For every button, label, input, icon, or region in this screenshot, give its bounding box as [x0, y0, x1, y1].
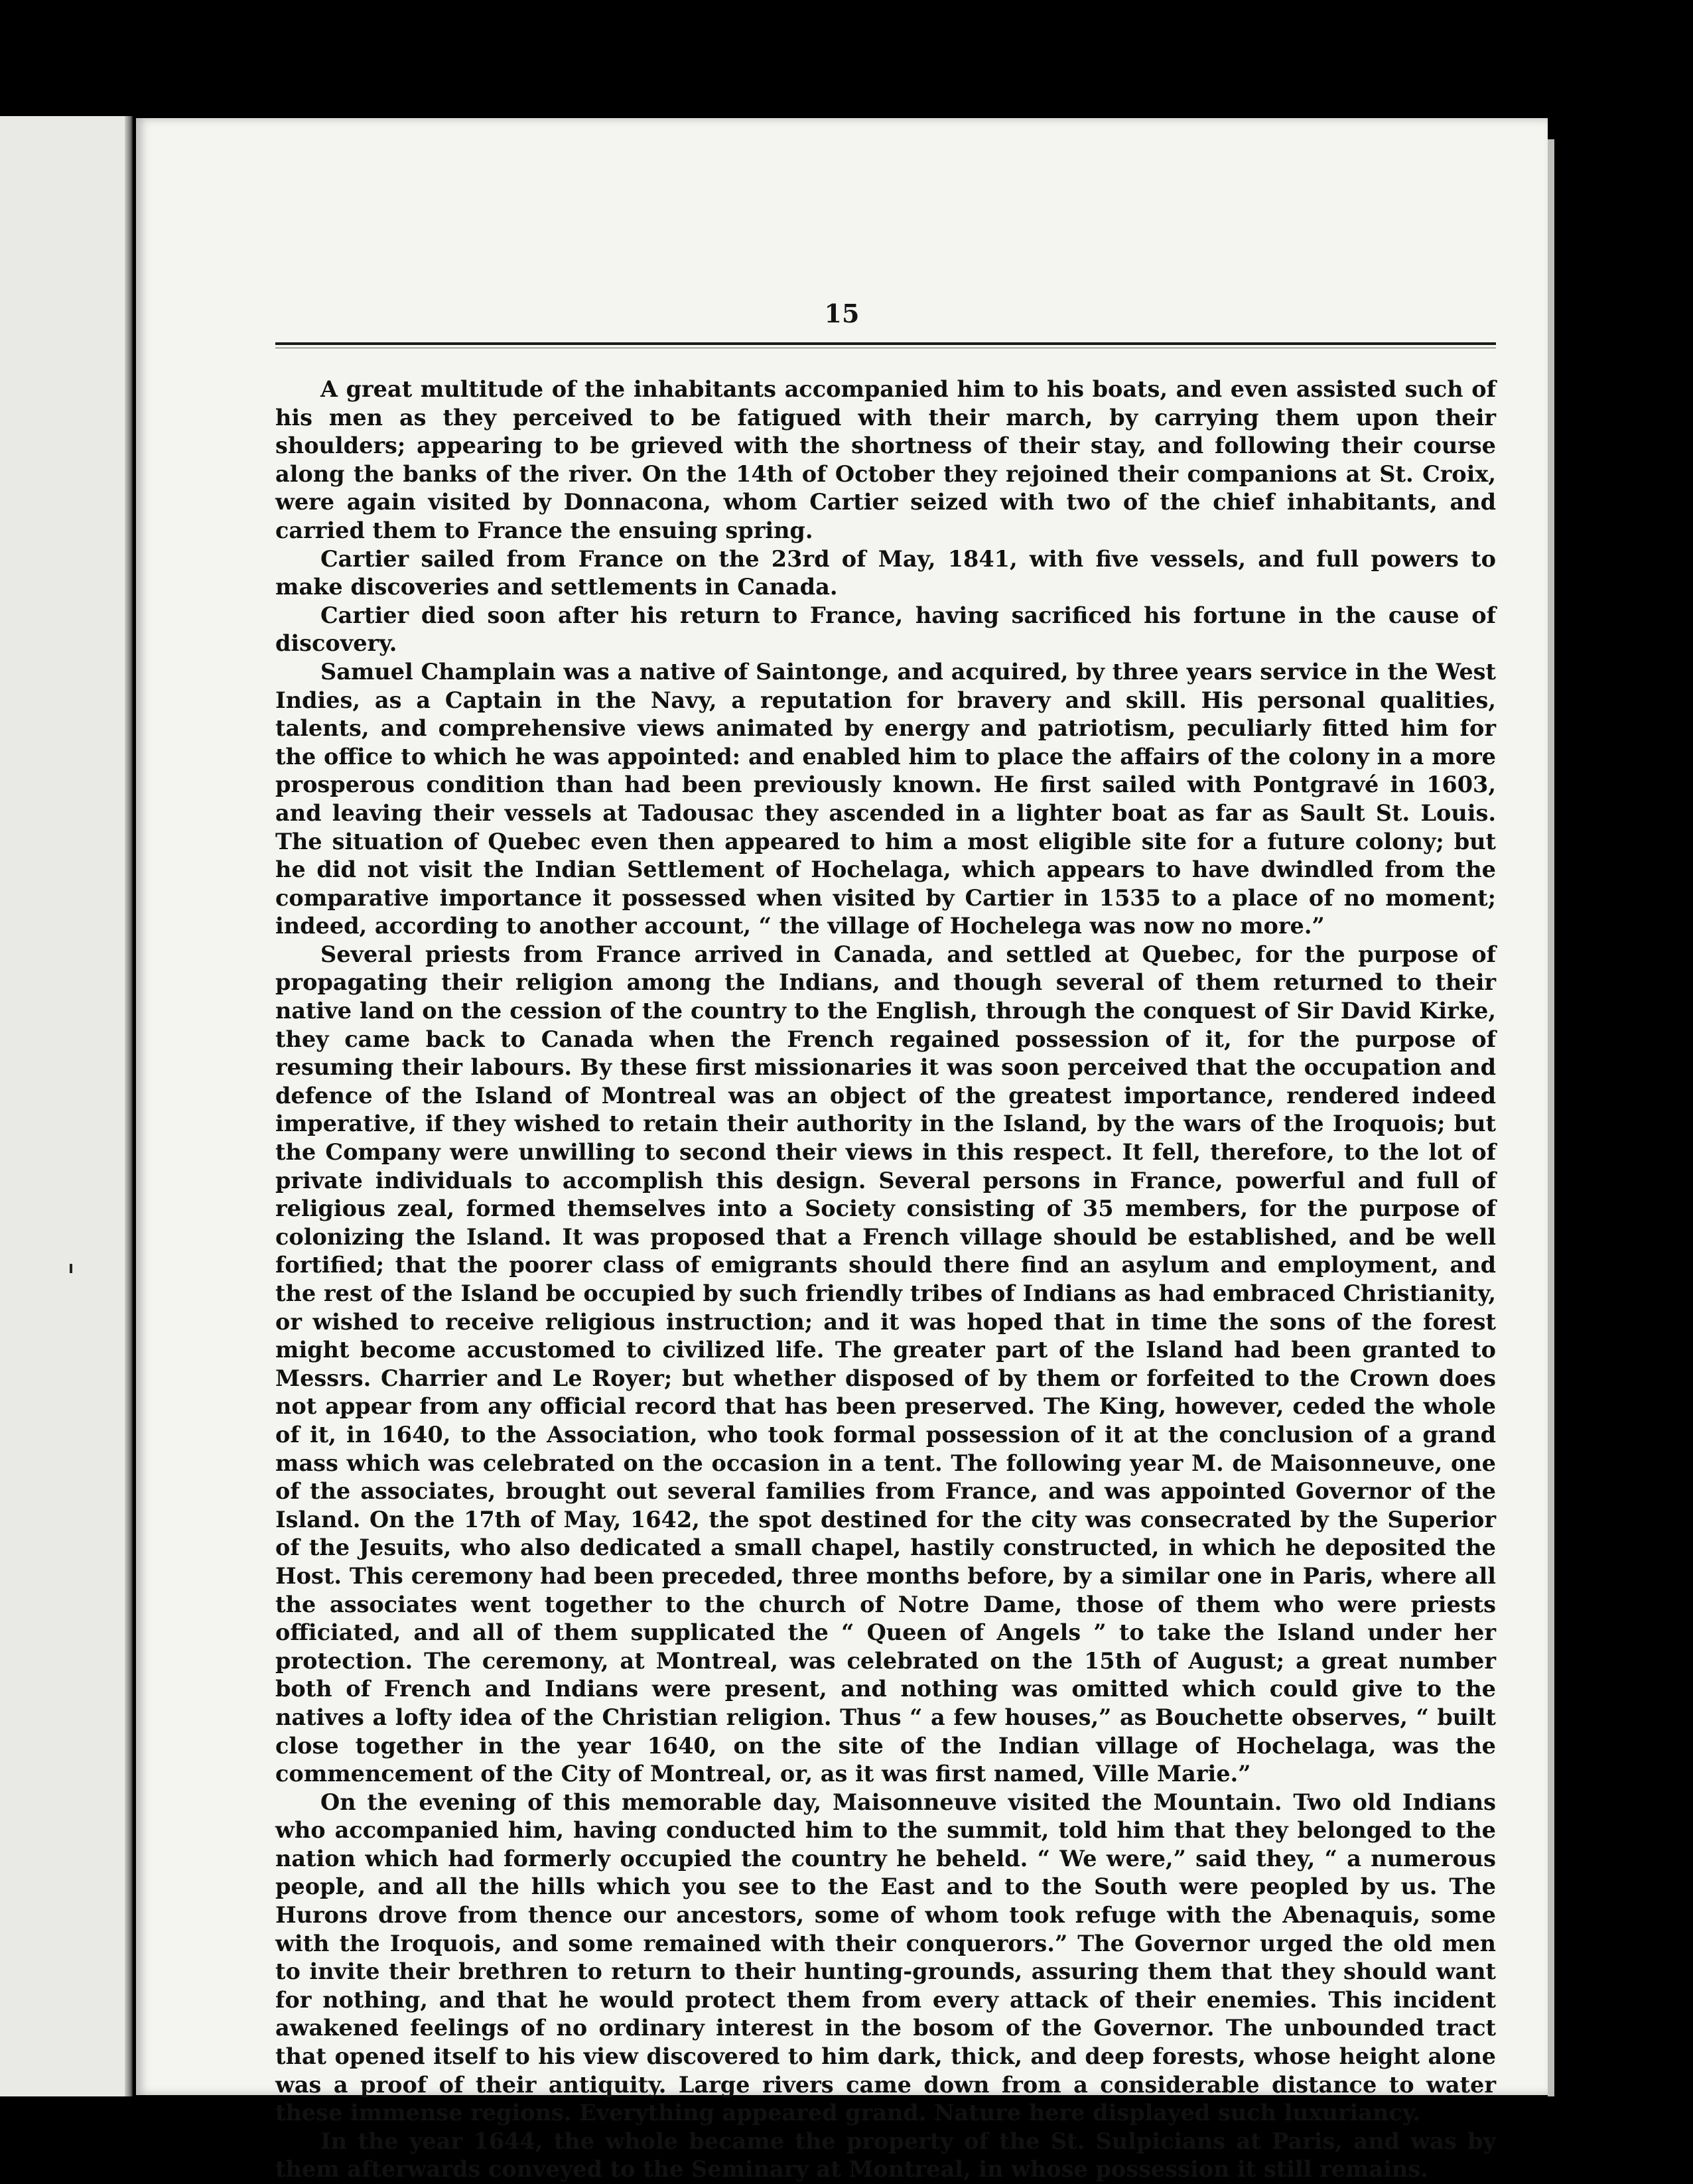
book-page	[136, 118, 1548, 2183]
paragraph: Cartier died soon after his return to France, having sacrificed his fortune in the cause of discovery.	[275, 602, 1496, 657]
body-text	[275, 375, 1496, 2184]
page-right-edge	[1548, 139, 1554, 2096]
header-rule	[275, 342, 1496, 345]
page-number: 15	[824, 299, 860, 328]
paragraph: Samuel Champlain was a native of Saintonge, and acquired, by three years service in the West Indies, as a Captain in the Navy, a reputation for bravery and skill. His personal qualities, talents, and comprehensive views animated by energy and patriotism, peculiarly fitted him for the office to which he was appointed: and enabled him to place the affairs of the colony in a more prosperous condition than had been previously known. He first sailed with Pontgravé in 1603, and leaving their vessels at Tadousac they ascended in a lighter boat as far as Sault St. Louis. The situation of Quebec even then appeared to him a most eligible site for a future colony; but he did not visit the Indian Settlement of Hochelaga, which appears to have dwindled from the comparative importance it possessed when visited by Cartier in 1535 to a place of no moment; indeed, according to another account, “ the village of Hochelega was now no more.”	[275, 658, 1496, 939]
paragraph: On the evening of this memorable day, Maisonneuve visited the Mountain. Two old Indians who accompanied him, having conducted him to the summit, told him that they belonged to the nation which had formerly occupied the country he beheld. “ We were,” said they, “ a numerous people, and all the hills which you see to the East and to the South were peopled by us. The Hurons drove from thence our ancestors, some of whom took refuge with the Abenaquis, some with the Iroquois, and some remained with their conquerors.” The Governor urged the old men to invite their brethren to return to their hunting-grounds, assuring them that they should want for nothing, and that he would protect them from every attack of their enemies. This incident awakened feelings of no ordinary interest in the bosom of the Governor. The unbounded tract that opened itself to his view discovered to him dark, thick, and deep forests, whose height alone was a proof of their antiquity. Large rivers came down from a considerable distance to water these immense regions. Everything appeared grand. Nature here displayed such luxuriancy.	[275, 1789, 1496, 2126]
left-page	[0, 116, 133, 2096]
margin-mark	[70, 1264, 72, 1273]
book-gutter	[125, 116, 133, 2096]
paragraph: Several priests from France arrived in Canada, and settled at Quebec, for the purpose of propagating their religion among the Indians, and though several of them returned to their native land on the cession of the country to the English, through the conquest of Sir David Kirke, they came back to Canada when the French regained possession of it, for the purpose of resuming their labours. By these first missionaries it was soon perceived that the occupation and defence of the Island of Montreal was an object of the greatest importance, rendered indeed imperative, if they wished to retain their authority in the Island, by the wars of the Iroquois; but the Company were unwilling to second their views in this respect. It fell, therefore, to the lot of private individuals to accomplish this design. Several persons in France, powerful and full of religious zeal, formed themselves into a Society consisting of 35 members, for the purpose of colonizing the Island. It was proposed that a French village should be established, and be well fortified; that the poorer class of emigrants should there find an asylum and employment, and the rest of the Island be occupied by such friendly tribes of Indians as had embraced Christianity, or wished to receive religious instruction; and it was hoped that in time the sons of the forest might become accustomed to civilized life. The greater part of the Island had been granted to Messrs. Charrier and Le Royer; but whether disposed of by them or forfeited to the Crown does not appear from any official record that has been preserved. The King, however, ceded the whole of it, in 1640, to the Association, who took formal possession of it at the conclusion of a grand mass which was celebrated on the occasion in a tent. The following year M. de Maisonneuve, one of the associates, brought out several families from France, and was appointed Governor of the Island. On the 17th of May, 1642, the spot destined for the city was consecrated by the Superior of the Jesuits, who also dedicated a small chapel, hastily constructed, in which he deposited the Host. This ceremony had been preceded, three months before, by a similar one in Paris, where all the associates went together to the church of Notre Dame, those of them who were priests officiated, and all of them supplicated the “ Queen of Angels ” to take the Island under her protection. The ceremony, at Montreal, was celebrated on the 15th of August; a great number both of French and Indians were present, and nothing was omitted which could give to the natives a lofty idea of the Christian religion. Thus “ a few houses,” as Bouchette observes, “ built close together in the year 1640, on the site of the Indian village of Hochelaga, was the commencement of the City of Montreal, or, as it was first named, Ville Marie.”	[275, 941, 1496, 1787]
paragraph: Cartier sailed from France on the 23rd of May, 1841, with five vessels, and full powers to make discoveries and settlements in Canada.	[275, 545, 1496, 600]
paragraph: In the year 1644, the whole became the property of the St. Sulpicians at Paris, and was by them afterwards conveyed to the Seminary at Montreal, in whose possession it still remains.	[275, 2128, 1496, 2183]
paragraph: A great multitude of the inhabitants accompanied him to his boats, and even assisted such of his men as they perceived to be fatigued with their march, by carrying them upon their shoulders; appearing to be grieved with the shortness of their stay, and following their course along the banks of the river. On the 14th of October they rejoined their companions at St. Croix, were again visited by Donnacona, whom Cartier seized with two of the chief inhabitants, and carried them to France the ensuing spring.	[275, 376, 1496, 543]
